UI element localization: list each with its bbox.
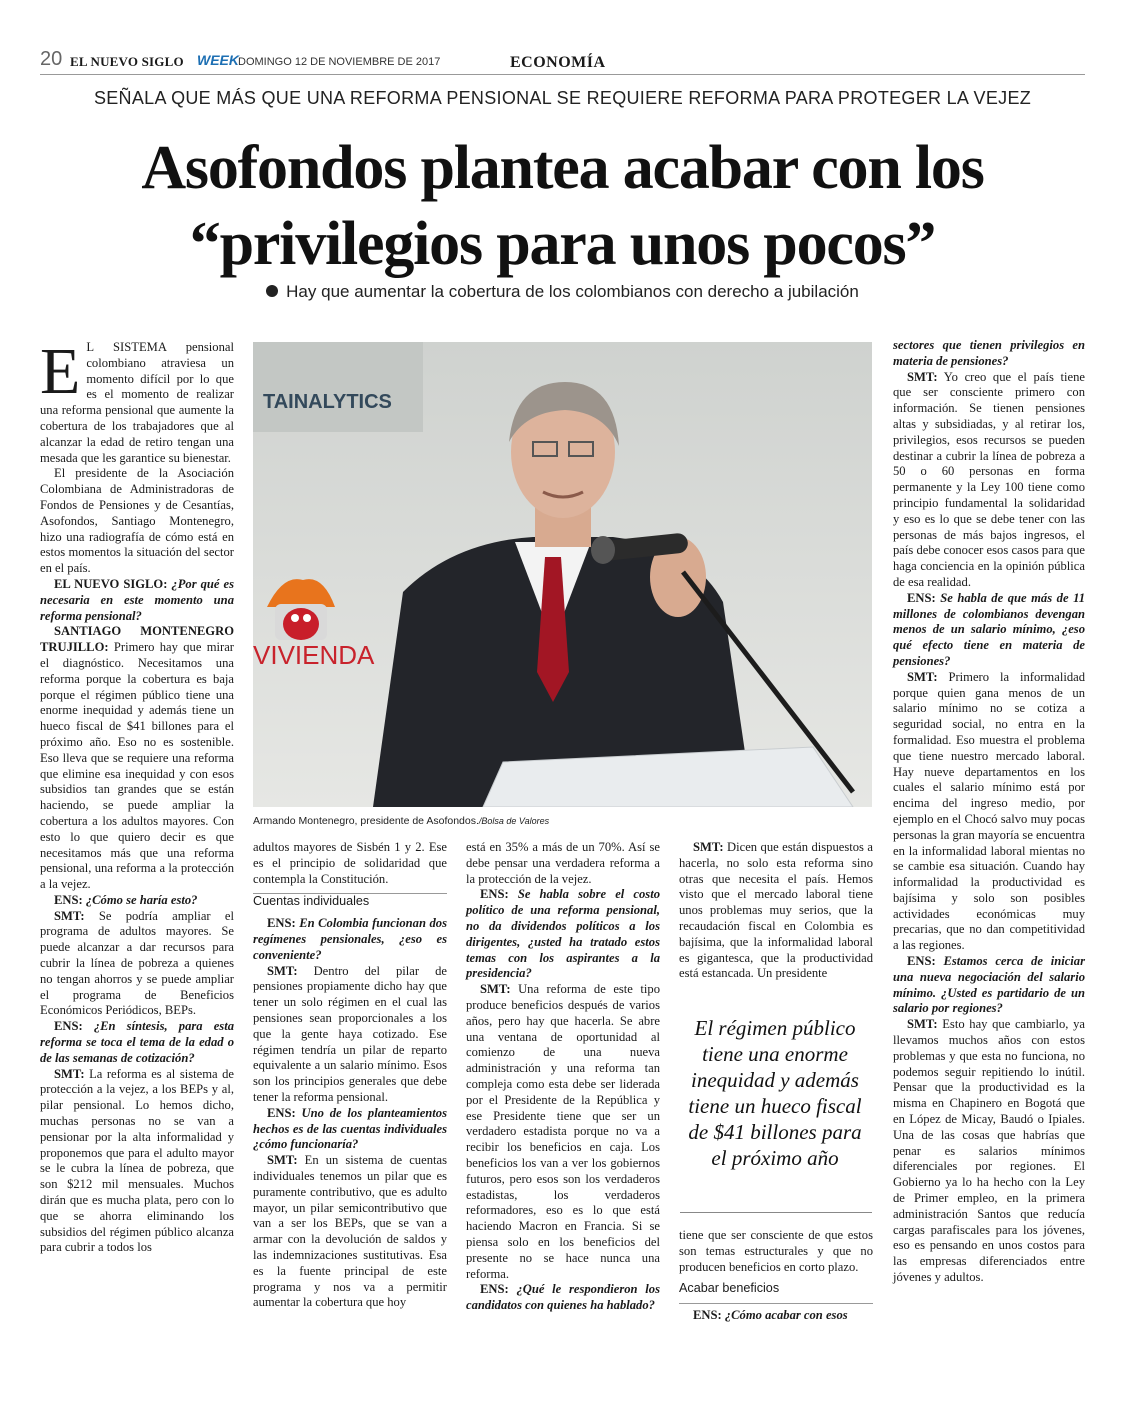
speaker-photo-illustration: [253, 342, 872, 807]
question: ¿Cómo acabar con esos: [721, 1308, 848, 1323]
speaker-label: SMT:: [907, 669, 938, 684]
speaker-label: SMT:: [907, 1017, 938, 1032]
answer: Se podría ampliar el programa de adultos mayores. Se puede alcanzar a dar recursos para cubrir la línea de pobreza a quienes no tengan ahorros y se puede ampliar el programa de Beneficios Económicos Periódicos, BEPs.: [40, 908, 234, 1018]
speaker-label: ENS:: [480, 887, 509, 902]
speaker-label: ENS:: [907, 954, 936, 969]
newspaper-name: EL NUEVO SIGLO: [70, 54, 184, 69]
speaker-label: ENS:: [693, 1308, 722, 1323]
section-title: ECONOMÍA: [510, 54, 606, 71]
issue-date: DOMINGO 12 DE NOVIEMBRE DE 2017: [238, 56, 441, 68]
drop-cap: E: [40, 335, 81, 408]
answer: En un sistema de cuentas individuales tenemos un pilar que es puramente contributivo, que es adulto mayor, un pilar semicontributivo que van a ser los BEPs, que se van a armar con la devolución de saldos y las indemnizaciones sustitutivas. Esa es la fuente principal de este programa y nos va a permitir aumentar la cobertura que hoy: [253, 1153, 447, 1310]
answer: La reforma es al sistema de protección a la vejez, a los BEPs y al, pilar pensional. Lo hemos dicho, muchas personas no se van a pensionar por la alta informalidad y proponemos que para el adulto mayor se le cubra la línea de pobreza, que son $212 mil mensuales. Muchos dirán que es mucha plata, pero con lo que se ahorra eliminando los subsidios del régimen público alcanza para cubrir a todos los: [40, 1066, 234, 1255]
logo-text: VIVIENDA: [253, 640, 375, 670]
speaker-label: SMT:: [54, 908, 85, 923]
question: Se habla sobre el costo político de una reforma pensional, no da dividendos políticos a los dirigentes, ¿usted ha tratado estos temas con los aspirantes a la presidencia?: [466, 887, 660, 981]
subheading: Cuentas individuales: [253, 893, 447, 912]
answer: Dicen que están dispuestos a hacerla, no solo esta reforma sino otras que necesita el país. Hemos visto que el mercado laboral tiene unos problemas muy serios, que la recaudación fiscal en Colombia es bajísima, que la informalidad laboral es gigantesca, que la productividad está estancada. Un presidente: [679, 840, 873, 981]
column-1: [40, 335, 234, 1256]
speaker-label: ENS:: [267, 1105, 296, 1120]
answer: Dentro del pilar de pensiones propiamente dicho hay que tener un solo régimen en el cual las pensiones sean proporcionales a los que la gente haya cotizado. Ese régimen tendría un pilar de reparto equivalente a un salario mínimo. Esos son los principios generales que debe tener la reforma pensional.: [253, 963, 447, 1104]
question: ¿Cómo se haría esto?: [82, 892, 198, 907]
column-3: [466, 840, 660, 1314]
answer: Yo creo que el país tiene que ser consciente primero con información. Se tienen pensiones altas y subsidiadas, y al retirar los, privilegios, esos recursos se pueden destinar a cubrir la línea de pobreza a 50 o 60 personas en forma permanente y la Ley 100 tiene como principio fundamental la solidaridad y eso es lo que se debe tener con las personas de más bajos ingresos, el país debe conocer esos casos para que haga conciencia en la opinión pública de esa realidad.: [893, 369, 1085, 589]
photo-caption: [253, 815, 872, 827]
headline-line-2: “privilegios para unos pocos”: [189, 210, 936, 278]
article-photo: [253, 342, 872, 807]
column-4-top: [679, 840, 873, 982]
answer: Esto hay que cambiarlo, ya llevamos muchos años con estos problemas y que esta no funciona, no podemos seguir repitiendo lo inútil. Pensar que la productividad es la misma en Chapinero en Bogotá que en López de Micay, Baudó o Ipiales. Una de las cosas que habrías que penar es salarios mínimos diferenciales por regiones. El Gobierno ya lo ha hecho con la Ley de Primer empleo, en la primera administración Santos que reducía cargas parafiscales para los jóvenes, eso es pensando en unos costos para las empresas diferenciados entre jóvenes y adultos.: [893, 1017, 1085, 1285]
speaker-label: SMT:: [54, 1066, 85, 1081]
bullet-icon: [266, 285, 278, 297]
speaker-label: ENS:: [54, 1019, 83, 1034]
question-continued: sectores que tienen privilegios en materia de pensiones?: [893, 338, 1085, 368]
question: ¿En síntesis, para esta reforma se toca el tema de la edad o de las semanas de cotización?: [40, 1019, 234, 1065]
speaker-label: ENS:: [907, 590, 936, 605]
column-2: [253, 840, 447, 1311]
paragraph: adultos mayores de Sisbén 1 y 2. Ese es el principio de solidaridad que contempla la Constitución.: [253, 840, 447, 886]
speaker-label: SMT:: [480, 982, 511, 997]
subhead-text: Hay que aumentar la cobertura de los colombianos con derecho a jubilación: [286, 282, 859, 301]
speaker-label: ENS:: [267, 916, 296, 931]
column-4-bottom: [679, 1228, 873, 1324]
paragraph: está en 35% a más de un 70%. Así se debe pensar una verdadera reforma a la protección de la vejez.: [466, 840, 660, 886]
answer: Primero hay que mirar el diagnóstico. Necesitamos una reforma porque la cobertura es baja porque el régimen público tiene una enorme inequidad y además tiene un hueco fiscal de $41 billones para el próximo año. Eso no es sostenible. Eso lleva que se requiere una reforma que elimine esa inequidad y con esos subsidios tan grandes que se están haciendo, se puede ampliar la cobertura a los adultos mayores. Con esto lo que quiero decir es que necesitamos más que una reforma pensional, una reforma a la protección a la vejez.: [40, 640, 234, 892]
question: En Colombia funcionan dos regímenes pensionales, ¿eso es conveniente?: [253, 916, 447, 962]
speaker-label: SMT:: [907, 369, 938, 384]
paragraph: tiene que ser consciente de que estos son temas estructurales y que no producen beneficios en corto plazo.: [679, 1228, 873, 1274]
question: ¿Por qué es necesaria en este momento una reforma pensional?: [40, 576, 234, 623]
sign-text: TAINALYTICS: [263, 391, 392, 413]
pull-quote: El régimen público tiene una enorme inequidad y además tiene un hueco fiscal de $41 billones para el próximo año: [688, 1016, 862, 1170]
question: Estamos cerca de iniciar una nueva negociación del salario mínimo. ¿Usted es partidario de un salario por regiones?: [893, 954, 1085, 1016]
page-number: 20: [40, 48, 63, 70]
speaker-label: ENS:: [54, 892, 83, 907]
question: Se habla de que más de 11 millones de colombianos devengan menos de un salario mínimo, ¿eso qué efecto tiene en materia de pensiones?: [893, 590, 1085, 668]
photo-credit: /Bolsa de Valores: [478, 816, 550, 826]
headline: [0, 130, 1125, 282]
page-header: [40, 48, 1085, 75]
speaker-label: SMT:: [267, 1153, 298, 1168]
speaker-label: EL NUEVO SIGLO:: [54, 576, 168, 591]
paragraph: El presidente de la Asociación Colombiana de Administradoras de Fondos de Pensiones y de Cesantías, Asofondos, Santiago Montenegro, hizo una radiografía de cómo está en estos momentos la situación del sector en el país.: [40, 466, 234, 576]
lead-paragraph: L SISTEMA pensional colombiano atraviesa un momento difícil por lo que es el momento de realizar una reforma pensional que aumente la cobertura de los trabajadores que al alcanzar la edad de retiro tengan una mesada que les garantice su bienestar.: [40, 340, 234, 465]
caption-text: Armando Montenegro, presidente de Asofondos.: [253, 815, 479, 827]
speaker-label: SMT:: [267, 963, 298, 978]
answer: Primero la informalidad porque quien gana menos de un salario mínimo no se cotiza a seguridad social, no entra en la formalidad. Eso muestra el problema que tiene nuestro mercado laboral. Hay nueve departamentos en los cuales el salario mínimo está por encima del ingreso medio, por ejemplo en el Chocó salvo muy pocas personas la gran mayoría se encuentra en la informalidad laboral mientas no se cambie esa situación. Cuando hay informalidad la productividad es bajísima y solo son posibles actividades económicas muy precarias, que no dan competitividad a las regiones.: [893, 669, 1085, 953]
question: Uno de los planteamientos hechos es de las cuentas individuales ¿cómo funcionaría?: [253, 1105, 447, 1152]
kicker: SEÑALA QUE MÁS QUE UNA REFORMA PENSIONAL SE REQUIERE REFORMA PARA PROTEGER LA VEJEZ: [93, 88, 1032, 108]
speaker-label: SMT:: [693, 840, 724, 854]
question: ¿Qué le respondieron los candidatos con quienes ha hablado?: [466, 1282, 660, 1313]
headline-line-1: Asofondos plantea acabar con los: [141, 134, 984, 202]
pull-quote-rule: [680, 1212, 872, 1213]
speaker-label: SANTIAGO MONTENEGRO TRUJILLO:: [40, 624, 234, 655]
subheading: Acabar beneficios: [679, 1281, 780, 1296]
subhead: [0, 282, 1125, 302]
speaker-label: ENS:: [480, 1282, 509, 1297]
edition-label: WEEK: [197, 52, 239, 68]
column-5: [893, 338, 1085, 1286]
answer: Una reforma de este tipo produce beneficios después de varios años, pero hay que hacerla. Se abre una ventana de oportunidad al comienzo de una nueva administración y una reforma tan compleja como esta debe ser liderada por el Presidente de la República y ese Presidente tiene que ser un verdadero estadista porque no va a recibir los beneficios en caja. Los beneficios los van a ver los gobiernos futuros, pero esos son los verdaderos estadistas, los verdaderos reformadores, eso es lo que está haciendo Macron en Francia. Si se piensa solo en los beneficios del presente no se hace nunca una reforma.: [466, 982, 660, 1281]
